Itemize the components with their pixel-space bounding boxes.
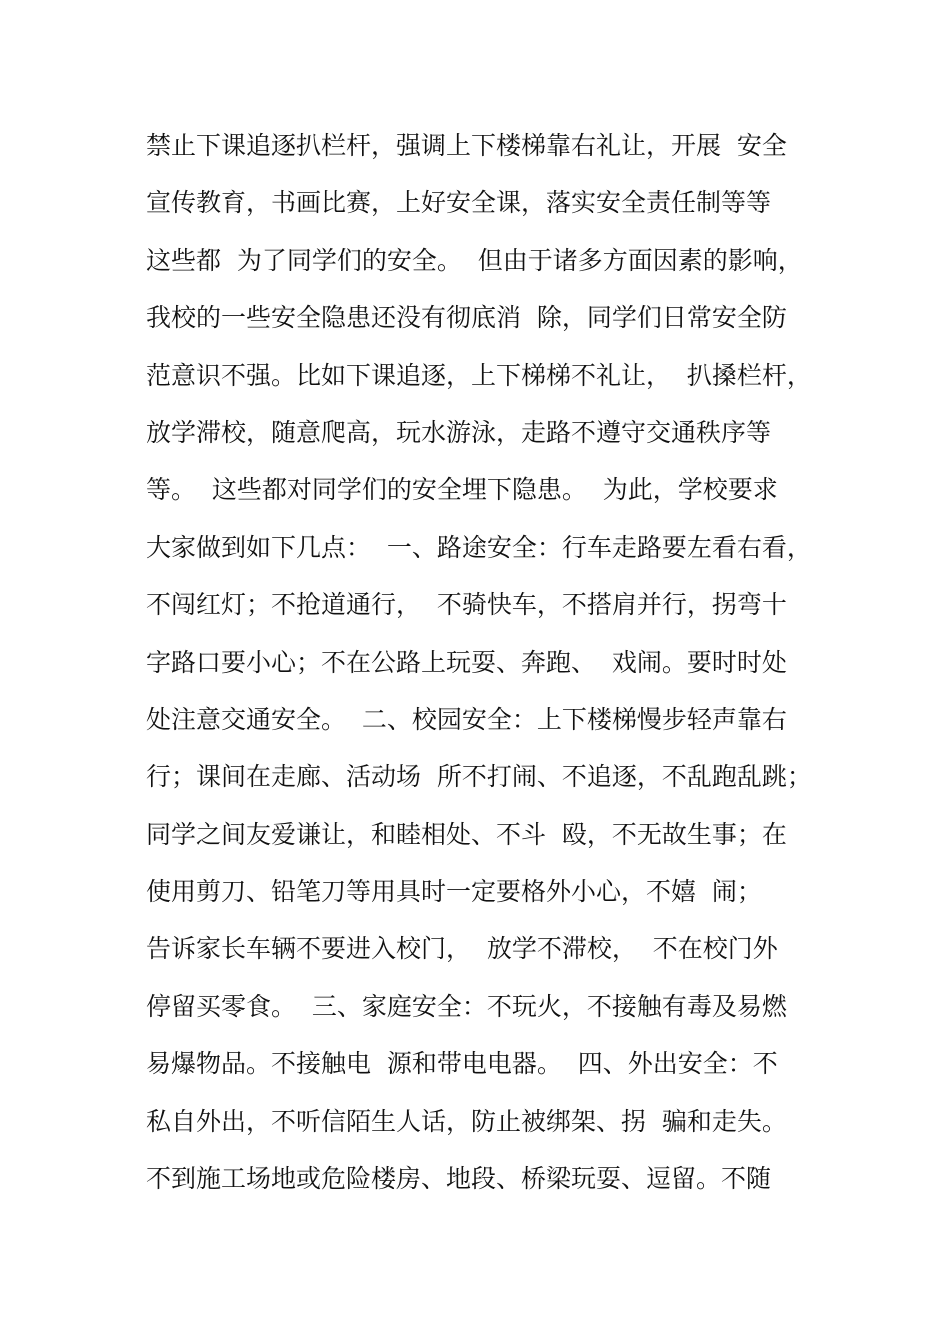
text-line-5: 范意识不强。比如下课追逐，上下梯梯不礼让， 扒搡栏杆，	[146, 360, 812, 390]
text-line-12: 行；课间在走廊、活动场 所不打闹、不追逐，不乱跑乱跳；	[146, 762, 812, 792]
text-line-2: 宣传教育，书画比赛，上好安全课，落实安全责任制等等	[146, 188, 772, 218]
text-line-17: 易爆物品。不接触电 源和带电电器。 四、外出安全：不	[146, 1049, 778, 1079]
text-line-4: 我校的一些安全隐患还没有彻底消 除，同学们日常安全防	[146, 303, 787, 333]
text-line-6: 放学滞校，随意爬高，玩水游泳，走路不遵守交通秩序等	[146, 417, 772, 447]
text-line-15: 告诉家长车辆不要进入校门， 放学不滞校， 不在校门外	[146, 934, 778, 964]
body-text	[146, 117, 826, 1207]
text-line-13: 同学之间友爱谦让，和睦相处、不斗 殴，不无故生事；在	[146, 819, 787, 849]
text-line-9: 不闯红灯；不抢道通行， 不骑快车，不搭肩并行，拐弯十	[146, 590, 787, 620]
text-line-16: 停留买零食。 三、家庭安全：不玩火，不接触有毒及易燃	[146, 991, 787, 1021]
text-line-7: 等。 这些都对同学们的安全埋下隐患。 为此，学校要求	[146, 475, 778, 505]
text-line-11: 处注意交通安全。 二、校园安全：上下楼梯慢步轻声靠右	[146, 704, 787, 734]
text-line-3: 这些都 为了同学们的安全。 但由于诸多方面因素的影响，	[146, 245, 803, 275]
text-line-14: 使用剪刀、铅笔刀等用具时一定要格外小心，不嬉 闹；	[146, 877, 762, 907]
text-line-1: 禁止下课追逐扒栏杆，强调上下楼梯靠右礼让，开展 安全	[146, 131, 787, 160]
text-line-8: 大家做到如下几点： 一、路途安全：行车走路要左看右看，	[146, 532, 812, 562]
text-line-19: 不到施工场地或危险楼房、地段、桥梁玩耍、逗留。不随	[146, 1164, 772, 1194]
text-line-18: 私自外出，不听信陌生人话，防止被绑架、拐 骗和走失。	[146, 1106, 787, 1136]
text-line-10: 字路口要小心；不在公路上玩耍、奔跑、 戏闹。要时时处	[146, 647, 787, 677]
